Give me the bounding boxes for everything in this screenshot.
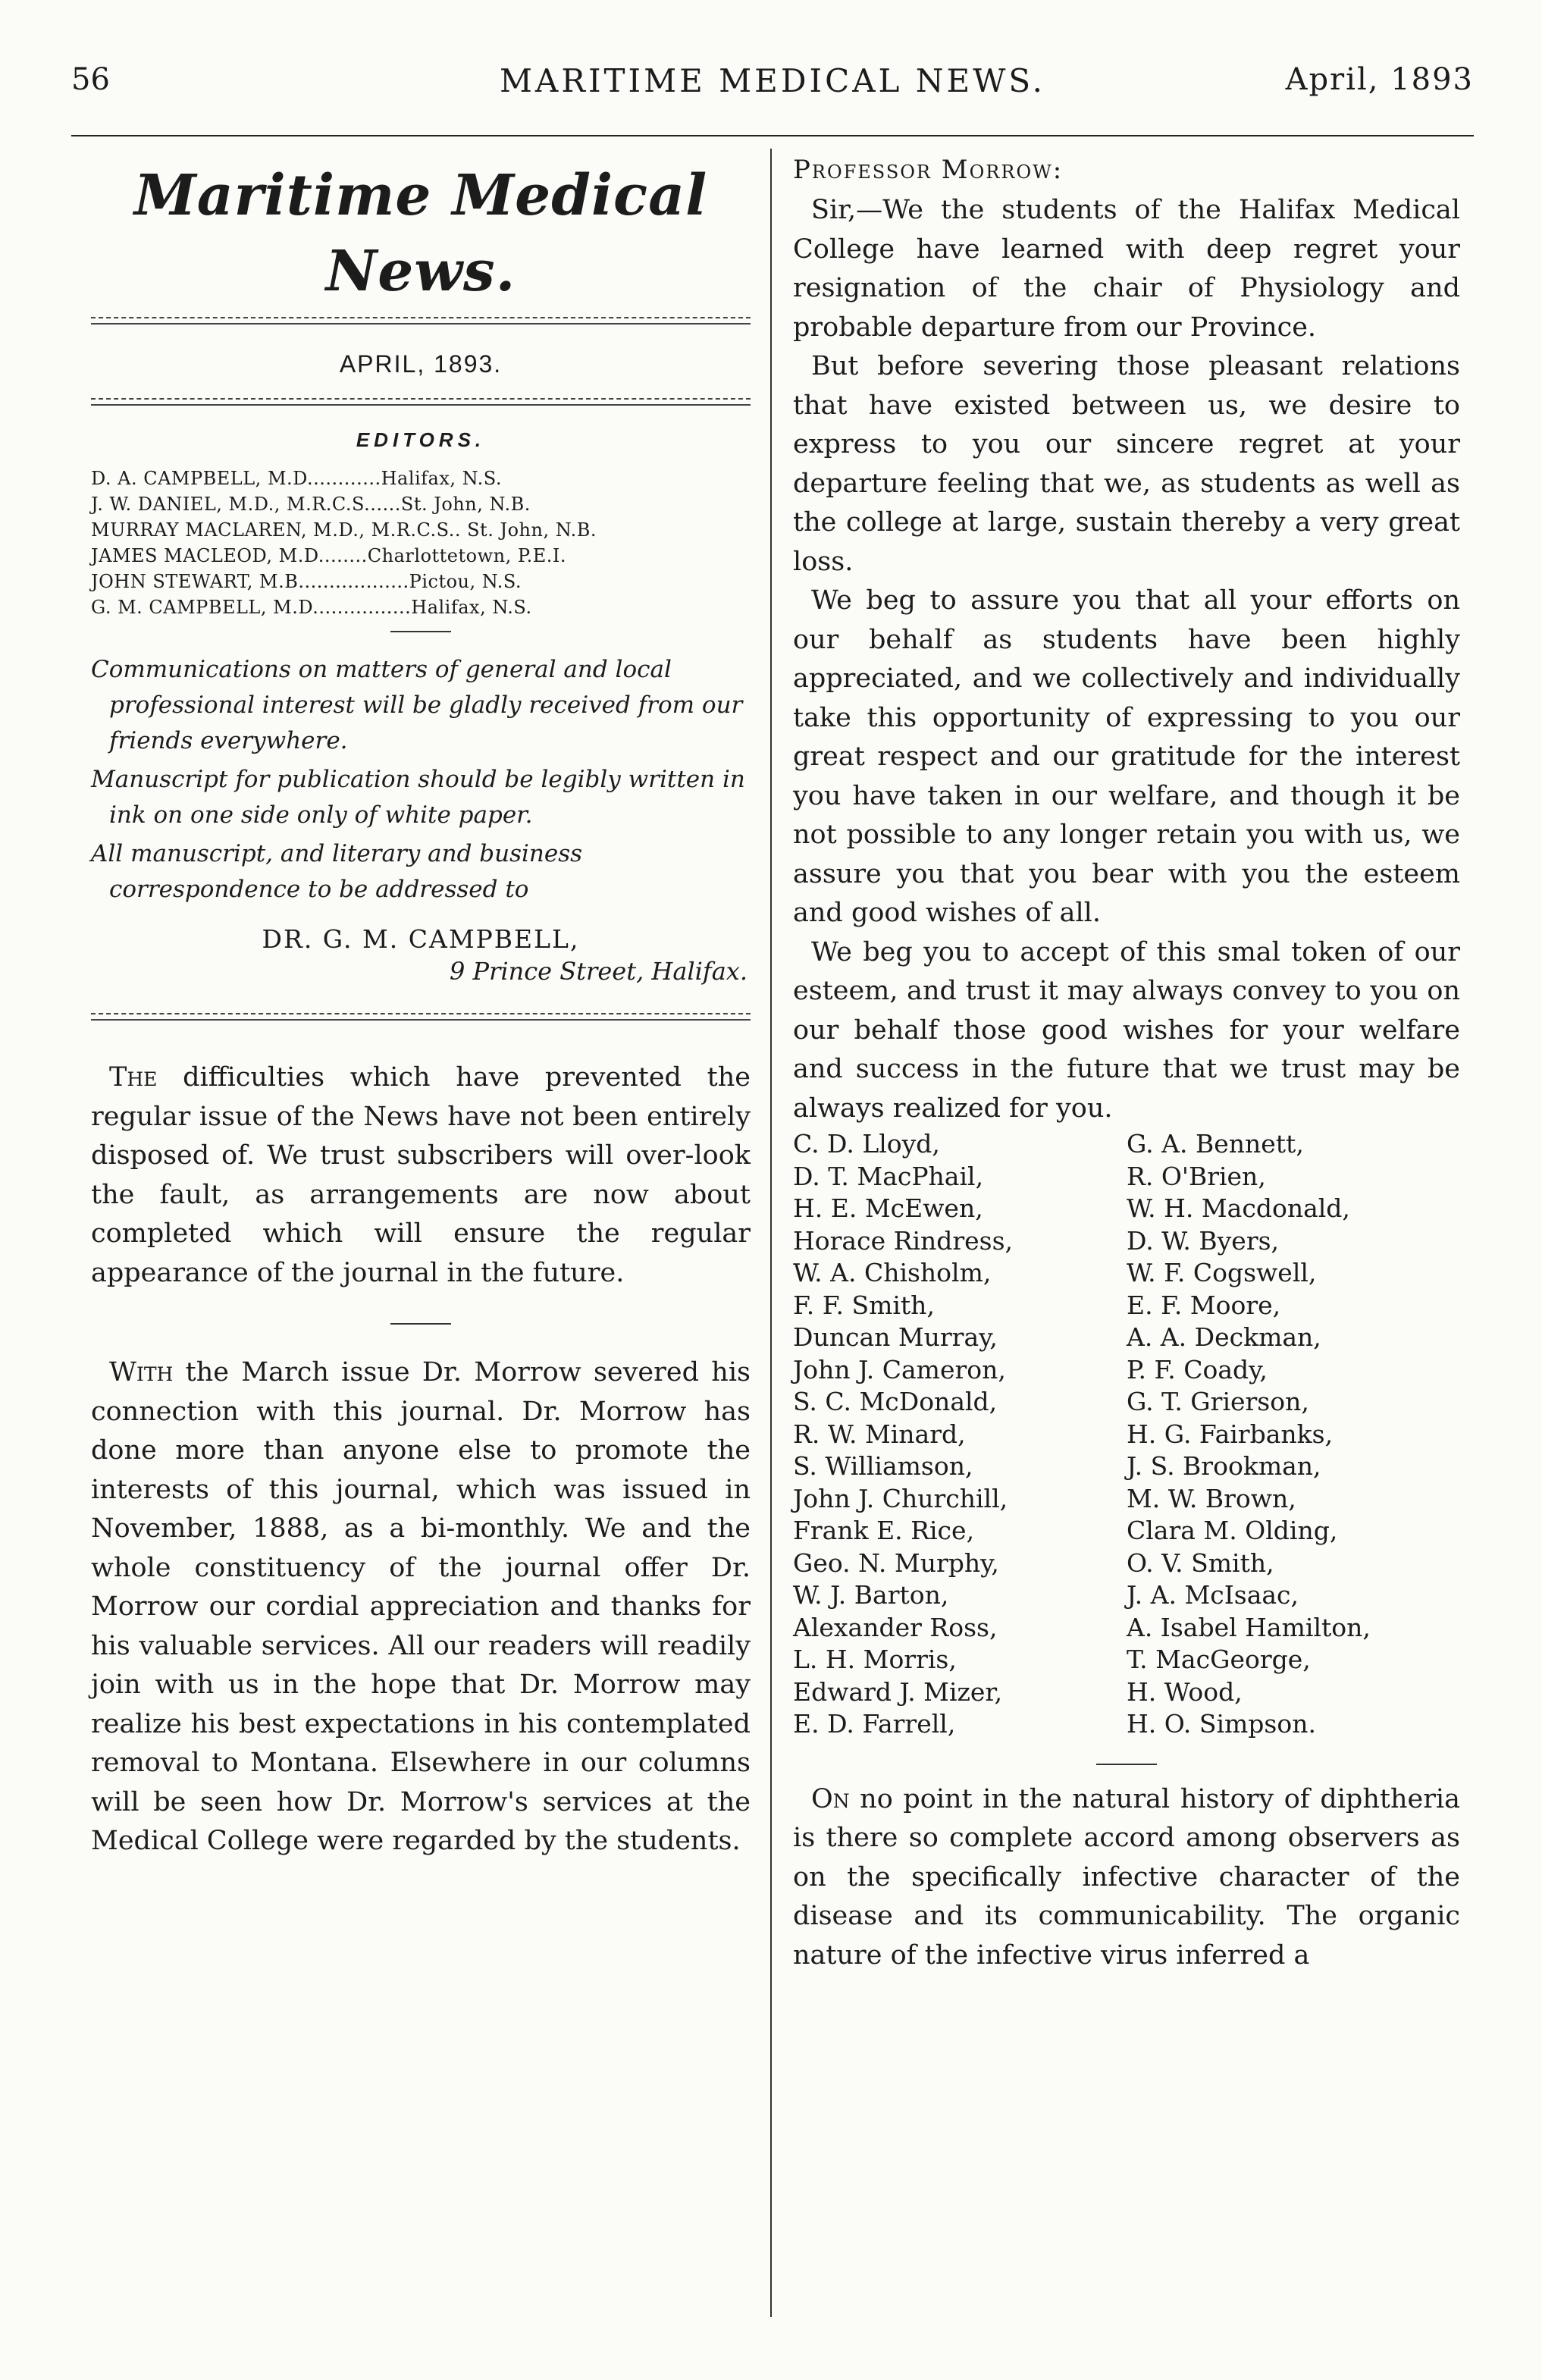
editors-heading: EDITORS. [356, 428, 486, 451]
lead-word: With [109, 1357, 174, 1388]
paragraph-body: the March issue Dr. Morrow severed his connection with this journal. Dr. Morrow has done more than anyone else to promote the interests of this journal, which was issued in November, 1888, as a bi-monthly. We and the whole constituency of the journal offer Dr. Morrow our cordial appreciation and thanks for his valuable services. All our readers will readily join with us in the hope that Dr. Morrow may realize his best expectations in his contemplated removal to Montana. Elsewhere in our columns will be seen how Dr. Morrow's services at the Medical College were regarded by the students. [91, 1357, 751, 1856]
notices-rule [91, 1013, 751, 1021]
signatory-name: W. A. Chisholm, [793, 1258, 992, 1287]
signatories-list [793, 1128, 1460, 1741]
signatory-name: E. D. Farrell, [793, 1709, 956, 1739]
running-head [71, 62, 1474, 115]
signatory-name: H. Wood, [1127, 1676, 1243, 1707]
notice-correspondence: All manuscript, and literary and business correspondence to be addressed to [91, 840, 583, 903]
signatory-name: Alexander Ross, [793, 1612, 998, 1642]
section-divider [390, 631, 451, 632]
editorial-morrow [91, 1353, 751, 1861]
signatory-name: G. T. Grierson, [1127, 1387, 1309, 1416]
signatory-name: M. W. Brown, [1127, 1483, 1296, 1513]
masthead-rule [91, 317, 751, 325]
signatory-name: J. S. Brookman, [1127, 1451, 1321, 1481]
editorial-difficulties [91, 1058, 751, 1293]
editor-entry: D. A. CAMPBELL, M.D............Halifax, N.S. [91, 468, 502, 489]
signatory-name: R. W. Minard, [793, 1419, 966, 1449]
lead-word: On [811, 1783, 850, 1814]
signatory-name: D. T. MacPhail, [793, 1161, 984, 1191]
signatory-name: E. F. Moore, [1127, 1290, 1281, 1320]
signatory-name: W. J. Barton, [793, 1580, 949, 1610]
address-street: 9 Prince Street, Halifax. [450, 957, 747, 986]
page-number: 56 [71, 62, 110, 97]
paragraph-body: no point in the natural history of diphtheria is there so complete accord among observers as on the specifically infective character of the disease and its communicability. The organic nature of the infective virus inferred a [793, 1783, 1460, 1971]
signatory-name: W. F. Cogswell, [1127, 1258, 1317, 1287]
signatory-name: P. F. Coady, [1127, 1354, 1268, 1384]
letter-paragraph: Sir,—We the students of the Halifax Medical College have learned with deep regret your resignation of the chair of Physiology and probable departure from our Province. [793, 195, 1460, 343]
signatory-name: Duncan Murray, [793, 1322, 998, 1352]
notice-manuscript: Manuscript for publication should be legibly written in ink on one side only of white paper. [91, 766, 745, 829]
journal-title: MARITIME MEDICAL NEWS. [499, 62, 1045, 99]
lead-word: The [109, 1062, 158, 1093]
signatory-name: H. O. Simpson. [1127, 1709, 1316, 1739]
section-divider [390, 1323, 451, 1325]
signatory-name: F. F. Smith, [793, 1290, 935, 1320]
signatory-name: L. H. Morris, [793, 1645, 957, 1674]
signatory-name: C. D. Lloyd, [793, 1129, 940, 1159]
signatory-name: John J. Churchill, [793, 1483, 1008, 1513]
editor-entry: JOHN STEWART, M.B..................Pictou, N.S. [91, 571, 522, 592]
signatory-name: A. A. Deckman, [1127, 1322, 1321, 1352]
signatory-name: Clara M. Olding, [1127, 1516, 1338, 1545]
paragraph-body: difficulties which have prevented the regular issue of the News have not been entirely disposed of. We trust subscribers will over-look the fault, as arrangements are now about completed which will ensure the regular appearance of the journal in the future. [91, 1062, 751, 1288]
letter-addressee: Professor Morrow: [793, 155, 1064, 185]
editor-entry: JAMES MACLEOD, M.D........Charlottetown, P.E.I. [91, 545, 567, 566]
signatory-name: R. O'Brien, [1127, 1161, 1266, 1191]
address-name: DR. G. M. CAMPBELL, [262, 924, 580, 954]
notice-communications: Communications on matters of general and local professional interest will be gladly received from our friends everywhere. [91, 656, 743, 754]
letter-paragraph: But before severing those pleasant relations that have existed between us, we desire to express to you our sincere regret at your departure feeling that we, as students as well as the college at large, sustain thereby a very great loss. [793, 351, 1460, 577]
editor-entry: MURRAY MACLAREN, M.D., M.R.C.S.. St. John, N.B. [91, 519, 597, 541]
signatory-name: G. A. Bennett, [1127, 1129, 1304, 1159]
right-column [793, 152, 1460, 1975]
signatory-name: Frank E. Rice, [793, 1516, 975, 1545]
masthead-rule-lower [91, 398, 751, 406]
signatory-name: O. V. Smith, [1127, 1547, 1274, 1578]
left-column [91, 152, 751, 1861]
signatory-name: A. Isabel Hamilton, [1127, 1612, 1371, 1642]
issue-date: April, 1893 [1285, 62, 1474, 97]
signatory-name: Edward J. Mizer, [793, 1676, 1003, 1707]
section-divider [1096, 1764, 1157, 1765]
masthead-date: APRIL, 1893. [339, 350, 503, 378]
editor-entry: G. M. CAMPBELL, M.D................Halifax, N.S. [91, 597, 532, 618]
signatory-name: H. G. Fairbanks, [1127, 1419, 1334, 1449]
signatory-name: J. A. McIsaac, [1127, 1580, 1299, 1610]
signatory-name: John J. Cameron, [793, 1354, 1006, 1384]
letter-paragraph: We beg you to accept of this smal token of our esteem, and trust it may always convey to you on our behalf those good wishes for your welfare and success in the future that we trust may be always realized for you. [793, 936, 1460, 1124]
signatory-name: D. W. Byers, [1127, 1225, 1280, 1256]
signatory-name: W. H. Macdonald, [1127, 1193, 1350, 1223]
letter-paragraph: We beg to assure you that all your efforts on our behalf as students have been highly appreciated, and we collectively and individually take this opportunity of expressing to you our great respect and our gratitude for the interest you have taken in our welfare, and though it be not possible to any longer retain you with us, we assure you that you bear with you the esteem and good wishes of all. [793, 585, 1460, 928]
editor-entry: J. W. DANIEL, M.D., M.R.C.S......St. John, N.B. [91, 494, 531, 515]
signatory-name: S. Williamson, [793, 1451, 973, 1481]
signatory-name: Geo. N. Murphy, [793, 1547, 999, 1578]
signatory-name: H. E. McEwen, [793, 1193, 983, 1223]
diphtheria-paragraph [793, 1780, 1460, 1976]
column-rule [770, 149, 772, 2317]
masthead-title: Maritime Medical News. [133, 163, 708, 304]
signatory-name: Horace Rindress, [793, 1225, 1014, 1256]
editors-list [91, 466, 751, 620]
signatory-name: T. MacGeorge, [1127, 1645, 1311, 1674]
header-rule [71, 135, 1474, 136]
signatory-name: S. C. McDonald, [793, 1387, 998, 1416]
